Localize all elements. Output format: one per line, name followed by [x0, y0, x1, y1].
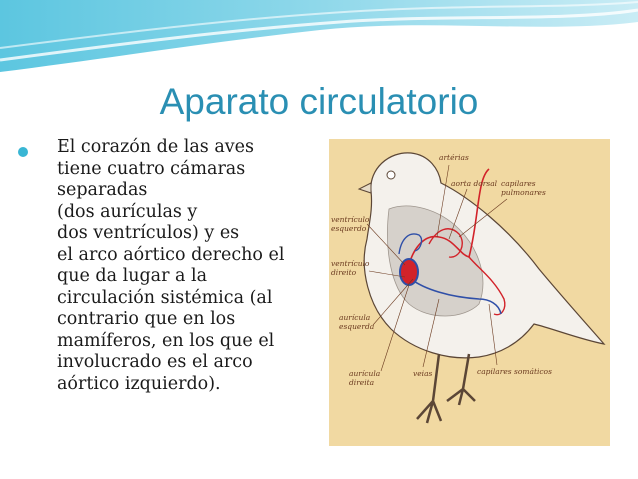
label-capilares-pulmonares: capilares pulmonares [501, 179, 546, 197]
bullet-icon [18, 147, 28, 157]
bird-eye [387, 171, 395, 179]
slide-title: Aparato circulatorio [159, 81, 479, 122]
label-auricula-direita: aurícula direita [349, 369, 381, 387]
header-wave-decoration [0, 0, 638, 80]
label-ventriculo-direito: ventrículo direito [331, 259, 370, 277]
label-auricula-esquerda: aurícula esquerda [339, 313, 375, 331]
bird-left-leg [417, 354, 441, 423]
bird-circulation-diagram [329, 139, 610, 446]
bird-beak [359, 183, 371, 193]
label-ventriculo-esquerdo: ventrículo esquerdo [331, 215, 370, 233]
label-veias: veias [413, 369, 433, 378]
label-arterias: artérias [439, 153, 469, 162]
label-capilares-somaticos: capilares somáticos [477, 367, 552, 376]
label-aorta-dorsal: aorta dorsal [451, 179, 498, 188]
bird-right-leg [447, 354, 475, 405]
body-text: El corazón de las aves tiene cuatro cámaras separadas (dos aurículas y dos ventrículos) y es el arco aórtico derecho el que da lugar a la circulación sistémica (al contrario que en los mamíferos, en los que el involucrado es el arco aórtico izquierdo). [57, 137, 285, 394]
